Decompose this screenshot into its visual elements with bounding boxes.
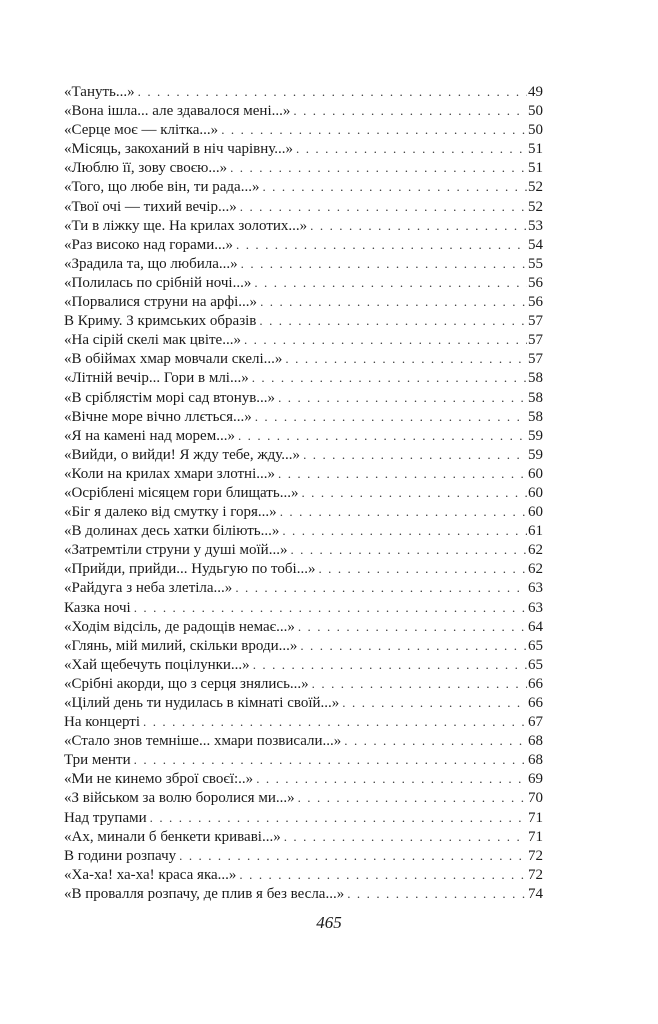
toc-entry-page: 68: [528, 752, 543, 769]
toc-entry-title: Над трупами: [64, 809, 147, 826]
toc-entry: [64, 388, 543, 407]
toc-entry-title: «Коли на крилах хмари злотні...»: [64, 465, 276, 482]
toc-entry: [64, 636, 543, 655]
toc-entry-page: 55: [528, 255, 543, 272]
toc-leader-dots: [150, 808, 527, 827]
toc-leader-dots: [240, 197, 527, 216]
toc-entry-page: 62: [528, 561, 543, 578]
toc-leader-dots: [290, 540, 527, 559]
toc-leader-dots: [235, 578, 527, 597]
toc-entry-page: 62: [528, 542, 543, 559]
toc-entry-title: «Я на камені над морем...»: [64, 427, 235, 444]
toc-leader-dots: [252, 368, 527, 387]
toc-entry-page: 56: [528, 274, 543, 291]
toc-leader-dots: [238, 426, 527, 445]
toc-leader-dots: [301, 483, 527, 502]
toc-entry-page: 59: [528, 446, 543, 463]
toc-entry-title: «Місяць, закоханий в ніч чарівну...»: [64, 141, 294, 158]
toc-entry-title: «Ха-ха! ха-ха! краса яка...»: [64, 866, 237, 883]
toc-entry-page: 61: [528, 523, 543, 540]
toc-entry-title: «В обіймах хмар мовчали скелі...»: [64, 351, 283, 368]
toc-entry-page: 57: [528, 332, 543, 349]
toc-leader-dots: [253, 655, 527, 674]
toc-entry-title: «Ах, минали б бенкети криваві...»: [64, 828, 281, 845]
toc-entry: [64, 139, 543, 158]
toc-entry-page: 63: [528, 599, 543, 616]
toc-entry-title: «Стало знов темніше... хмари позвисали...»: [64, 733, 342, 750]
toc-entry: [64, 827, 543, 846]
toc-leader-dots: [239, 865, 527, 884]
toc-leader-dots: [293, 101, 527, 120]
toc-entry-page: 56: [528, 294, 543, 311]
toc-entry: [64, 101, 543, 120]
toc-entry-page: 59: [528, 427, 543, 444]
toc-entry-title: «Прийди, прийди... Нудьгую по тобі...»: [64, 561, 316, 578]
toc-entry-page: 58: [528, 370, 543, 387]
toc-entry: [64, 407, 543, 426]
toc-entry-title: «Вона ішла... але здавалося мені...»: [64, 103, 291, 120]
toc-leader-dots: [285, 349, 527, 368]
toc-entry-page: 50: [528, 103, 543, 120]
toc-entry-title: «Полилась по срібній ночі...»: [64, 274, 252, 291]
toc-entry-title: «Вічне море вічно ллється...»: [64, 408, 252, 425]
toc-leader-dots: [298, 788, 527, 807]
toc-entry: [64, 521, 543, 540]
toc-leader-dots: [221, 120, 527, 139]
toc-entry-title: «Серце моє — клітка...»: [64, 122, 219, 139]
toc-entry-title: «Ти в ліжку ще. На крилах золотих...»: [64, 217, 308, 234]
toc-leader-dots: [241, 254, 527, 273]
toc-entry-page: 58: [528, 408, 543, 425]
toc-entry-title: «Того, що любе він, ти рада...»: [64, 179, 260, 196]
toc-entry: [64, 82, 543, 101]
toc-entry-page: 67: [528, 714, 543, 731]
toc-entry: [64, 540, 543, 559]
toc-entry: [64, 120, 543, 139]
toc-entry-title: Три менти: [64, 752, 131, 769]
toc-leader-dots: [344, 731, 527, 750]
toc-entry: [64, 273, 543, 292]
toc-entry: [64, 578, 543, 597]
toc-entry: [64, 731, 543, 750]
toc-leader-dots: [278, 388, 527, 407]
toc-entry-page: 74: [528, 885, 543, 902]
toc-entry-title: В години розпачу: [64, 847, 177, 864]
toc-entry-title: «В сріблястім морі сад втонув...»: [64, 389, 276, 406]
toc-entry: [64, 197, 543, 216]
toc-entry-title: «Затремтіли струни у душі моїй...»: [64, 542, 288, 559]
toc-entry-title: «Осріблені місяцем гори блищать...»: [64, 484, 299, 501]
toc-entry-title: «В долинах десь хатки біліють...»: [64, 523, 280, 540]
toc-entry: [64, 865, 543, 884]
toc-entry-page: 60: [528, 504, 543, 521]
toc-entry: [64, 769, 543, 788]
toc-leader-dots: [138, 82, 527, 101]
toc-entry: [64, 598, 543, 617]
toc-entry-title: «Раз високо над горами...»: [64, 236, 233, 253]
toc-entry-title: «Вийди, о вийди! Я жду тебе, жду...»: [64, 446, 301, 463]
toc-leader-dots: [280, 502, 527, 521]
toc-entry-title: «Хай щебечуть поцілунки...»: [64, 656, 250, 673]
toc-entry-page: 70: [528, 790, 543, 807]
toc-entry-title: «На сірій скелі мак цвіте...»: [64, 332, 241, 349]
toc-leader-dots: [143, 712, 527, 731]
toc-leader-dots: [284, 827, 527, 846]
toc-entry-page: 52: [528, 198, 543, 215]
toc-entry: [64, 502, 543, 521]
toc-entry-page: 72: [528, 847, 543, 864]
toc-entry-title: «Ми не кинемо зброї своєї:..»: [64, 771, 254, 788]
toc-leader-dots: [300, 636, 527, 655]
toc-entry-page: 57: [528, 313, 543, 330]
toc-entry-page: 57: [528, 351, 543, 368]
toc-entry-page: 60: [528, 465, 543, 482]
toc-entry-page: 54: [528, 236, 543, 253]
toc-entry: [64, 349, 543, 368]
toc-leader-dots: [298, 617, 527, 636]
toc-leader-dots: [278, 464, 527, 483]
toc-entry-title: «З військом за волю боролися ми...»: [64, 790, 295, 807]
toc-entry-title: «Твої очі — тихий вечір...»: [64, 198, 237, 215]
toc-entry: [64, 464, 543, 483]
toc-entry-title: На концерті: [64, 714, 141, 731]
toc-entry-page: 71: [528, 828, 543, 845]
toc-entry: [64, 216, 543, 235]
toc-leader-dots: [256, 769, 527, 788]
toc-entry-title: «Глянь, мій милий, скільки вроди...»: [64, 637, 298, 654]
toc-entry: [64, 426, 543, 445]
toc-entry-page: 52: [528, 179, 543, 196]
toc-entry: [64, 368, 543, 387]
toc-entry: [64, 693, 543, 712]
toc-leader-dots: [259, 311, 527, 330]
toc-entry-page: 66: [528, 695, 543, 711]
toc-leader-dots: [296, 139, 527, 158]
toc-entry-title: «Ходім відсіль, де радощів немає...»: [64, 618, 295, 635]
toc-entry: [64, 617, 543, 636]
toc-entry: [64, 330, 543, 349]
toc-leader-dots: [262, 177, 527, 196]
toc-leader-dots: [255, 407, 527, 426]
toc-entry-page: 65: [528, 656, 543, 673]
toc-entry-page: 63: [528, 580, 543, 597]
toc-leader-dots: [230, 158, 527, 177]
toc-entry-title: «Порвалися струни на арфі...»: [64, 294, 258, 311]
toc-leader-dots: [342, 693, 527, 712]
toc-entry-page: 65: [528, 637, 543, 654]
toc-entry-page: 69: [528, 771, 543, 788]
toc-entry: [64, 177, 543, 196]
toc-leader-dots: [134, 598, 527, 617]
toc-leader-dots: [254, 273, 527, 292]
toc-leader-dots: [318, 559, 527, 578]
toc-entry-title: «Літній вечір... Гори в млі...»: [64, 370, 249, 387]
toc-entry-page: 64: [528, 618, 543, 635]
toc-entry: [64, 712, 543, 731]
toc-entry-page: 50: [528, 122, 543, 139]
toc-entry-page: 51: [528, 160, 543, 177]
toc-entry: [64, 846, 543, 865]
toc-leader-dots: [260, 292, 527, 311]
toc-entry-title: В Криму. З кримських образів: [64, 313, 257, 330]
toc-entry-page: 66: [528, 675, 543, 692]
toc-entry: [64, 158, 543, 177]
toc-leader-dots: [312, 674, 527, 693]
toc-entry-page: 58: [528, 389, 543, 406]
toc-entry: [64, 788, 543, 807]
toc-leader-dots: [244, 330, 527, 349]
toc-entry: [64, 483, 543, 502]
page-number: 465: [316, 913, 342, 932]
toc-entry-title: Казка ночі: [64, 599, 131, 616]
toc-leader-dots: [236, 235, 527, 254]
toc-entry: [64, 559, 543, 578]
toc-entry-title: «Цілий день ти нудилась в кімнаті своїй...»: [64, 695, 340, 711]
toc-leader-dots: [347, 884, 527, 903]
toc-leader-dots: [134, 750, 527, 769]
toc-entry-page: 49: [528, 84, 543, 100]
toc-entry: [64, 311, 543, 330]
toc-entry-title: «Тануть...»: [64, 84, 135, 100]
table-of-contents: [64, 82, 543, 903]
toc-entry-title: «Люблю її, зову своєю...»: [64, 160, 228, 177]
toc-entry-page: 53: [528, 217, 543, 234]
toc-entry-title: «Зрадила та, що любила...»: [64, 255, 238, 272]
toc-entry-page: 71: [528, 809, 543, 826]
toc-entry-title: «Срібні акорди, що з серця знялись...»: [64, 675, 309, 692]
toc-entry-page: 72: [528, 866, 543, 883]
toc-leader-dots: [179, 846, 527, 865]
toc-entry-title: «В провалля розпачу, де плив я без весла...»: [64, 885, 345, 902]
toc-entry-page: 68: [528, 733, 543, 750]
toc-entry-title: «Біг я далеко від смутку і горя...»: [64, 504, 277, 521]
toc-leader-dots: [282, 521, 527, 540]
toc-entry: [64, 655, 543, 674]
toc-entry: [64, 254, 543, 273]
toc-entry: [64, 235, 543, 254]
toc-entry-page: 51: [528, 141, 543, 158]
toc-leader-dots: [303, 445, 527, 464]
toc-entry-page: 60: [528, 484, 543, 501]
toc-entry: [64, 292, 543, 311]
toc-entry: [64, 445, 543, 464]
toc-entry-title: «Райдуга з неба злетіла...»: [64, 580, 233, 597]
toc-entry: [64, 674, 543, 693]
toc-leader-dots: [310, 216, 527, 235]
toc-entry: [64, 884, 543, 903]
toc-entry: [64, 808, 543, 827]
toc-entry: [64, 750, 543, 769]
